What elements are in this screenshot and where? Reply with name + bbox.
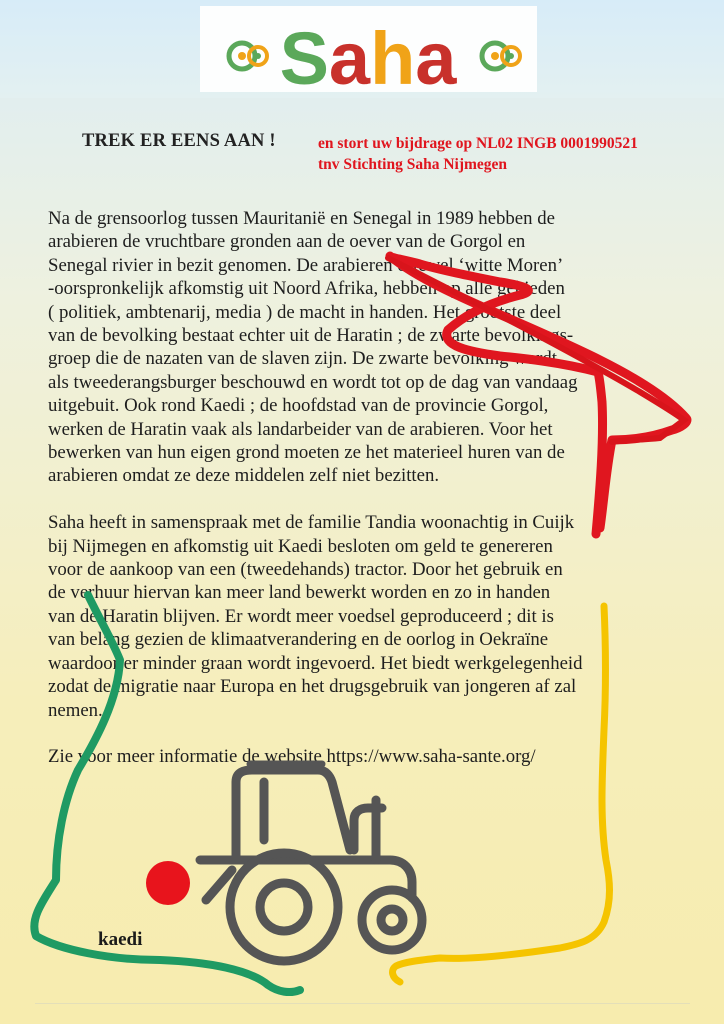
paragraph-3 — [48, 745, 688, 768]
text-line: van belang gezien de klimaatverandering en de oorlog in Oekraïne — [48, 629, 549, 651]
text-line: uitgebuit. Ook rond Kaedi ; de hoofdstad van de provincie Gorgol, — [48, 395, 549, 417]
text-line: van de Haratin blijven. Er wordt meer voedsel geproduceerd ; dit is — [48, 605, 554, 627]
website-line: Zie voor meer informatie de website https://www.saha-sante.org/ — [48, 746, 536, 768]
saha-logo — [200, 6, 537, 92]
paragraph-1 — [48, 207, 688, 488]
text-line: arabieren omdat ze deze middelen zelf niet bezitten. — [48, 465, 440, 487]
text-line: Senegal rivier in bezit genomen. De arabieren oftewel ‘witte Moren’ — [48, 254, 564, 276]
text-line: groep die de nazaten van de slaven zijn. De zwarte bevolking wordt — [48, 348, 557, 370]
kaedi-label: kaedi — [98, 929, 143, 950]
swirl-icon-left — [229, 43, 267, 69]
headline: TREK ER EENS AAN ! — [82, 131, 276, 151]
text-line: voor de aankoop van een (tweedehands) tractor. Door het gebruik en — [48, 559, 563, 581]
text-line: waardoor er minder graan wordt ingevoerd. Het biedt werkgelegenheid — [48, 652, 583, 674]
text-line: -oorspronkelijk afkomstig uit Noord Afrika, hebben op alle gebieden — [48, 278, 565, 300]
text-line: Na de grensoorlog tussen Mauritanië en Senegal in 1989 hebben de — [48, 208, 555, 229]
text-line: nemen. — [48, 699, 103, 721]
donation-line-recipient: tnv Stichting Saha Nijmegen — [318, 156, 508, 173]
text-line: van de bevolking bestaat echter uit de Haratin ; de zwarte bevolkings- — [48, 325, 574, 347]
text-line: werken de Haratin vaak als landarbeider van de arabieren. Voor het — [48, 418, 553, 440]
bottom-divider — [35, 1003, 690, 1004]
article-body — [48, 207, 688, 769]
text-line: als tweederangsburger beschouwd en wordt tot op de dag van vandaag — [48, 371, 578, 393]
logo-graphic — [200, 6, 537, 92]
swirl-icon-right — [482, 43, 520, 69]
text-line: ( politiek, ambtenarij, media ) de macht in handen. Het grootste deel — [48, 301, 562, 323]
donation-line-account: en stort uw bijdrage op NL02 INGB 0001990521 — [318, 135, 638, 152]
kaedi-location-dot — [146, 861, 190, 905]
donation-info — [318, 133, 638, 175]
tractor-icon — [200, 770, 422, 961]
text-line: zodat de migratie naar Europa en het drugsgebruik van jongeren af zal — [48, 676, 577, 698]
text-line: bij Nijmegen en afkomstig uit Kaedi besloten om geld te genereren — [48, 535, 553, 557]
text-line: arabieren de vruchtbare gronden aan de oever van de Gorgol en — [48, 231, 526, 253]
text-line: Saha heeft in samenspraak met de familie Tandia woonachtig in Cuijk — [48, 512, 575, 534]
text-line: de verhuur hiervan kan meer land bewerkt worden en zo in handen — [48, 582, 551, 604]
paragraph-2 — [48, 511, 688, 722]
text-line: bewerken van hun eigen grond moeten ze het materieel huren van de — [48, 442, 565, 464]
logo-text: Saha — [279, 17, 457, 92]
